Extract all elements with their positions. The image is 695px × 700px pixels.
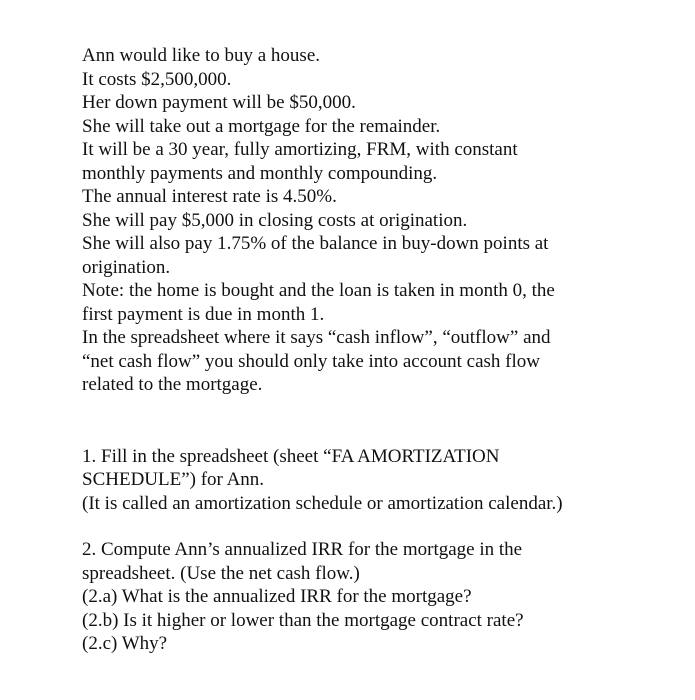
intro-line: The annual interest rate is 4.50%. [82,186,337,207]
question-1-line: 1. Fill in the spreadsheet (sheet “FA AMORTIZATION [82,445,500,467]
intro-line: It costs $2,500,000. [82,68,232,90]
question-2-line: (2.b) Is it higher or lower than the mortgage contract rate? [82,609,524,631]
intro-line: “net cash flow” you should only take into account cash flow [82,350,540,372]
intro-line: In the spreadsheet where it says “cash inflow”, “outflow” and [82,327,551,348]
question-2-line: (2.a) What is the annualized IRR for the mortgage? [82,586,472,607]
question-1 [82,445,642,516]
intro-line: She will also pay 1.75% of the balance in buy-down points at [82,233,549,254]
question-2 [82,538,642,656]
spacer [82,515,642,538]
question-1-line: SCHEDULE”) for Ann. [82,469,265,490]
intro-line: origination. [82,256,171,278]
document-body [82,44,642,656]
intro-line: related to the mortgage. [82,374,263,395]
intro-line: monthly payments and monthly compounding. [82,162,438,184]
intro-line: Note: the home is bought and the loan is taken in month 0, the [82,280,555,301]
intro-line: She will take out a mortgage for the remainder. [82,115,441,137]
question-2-line: 2. Compute Ann’s annualized IRR for the mortgage in the [82,539,523,560]
intro-line: She will pay $5,000 in closing costs at origination. [82,209,468,231]
intro-line: first payment is due in month 1. [82,303,325,325]
intro-paragraph [82,44,642,397]
intro-line: Her down payment will be $50,000. [82,92,356,113]
question-1-line: (It is called an amortization schedule or amortization calendar.) [82,492,563,514]
spacer [82,397,642,445]
intro-line: It will be a 30 year, fully amortizing, FRM, with constant [82,139,518,160]
intro-line: Ann would like to buy a house. [82,45,321,66]
question-2-line: (2.c) Why? [82,633,168,654]
question-2-line: spreadsheet. (Use the net cash flow.) [82,562,360,584]
